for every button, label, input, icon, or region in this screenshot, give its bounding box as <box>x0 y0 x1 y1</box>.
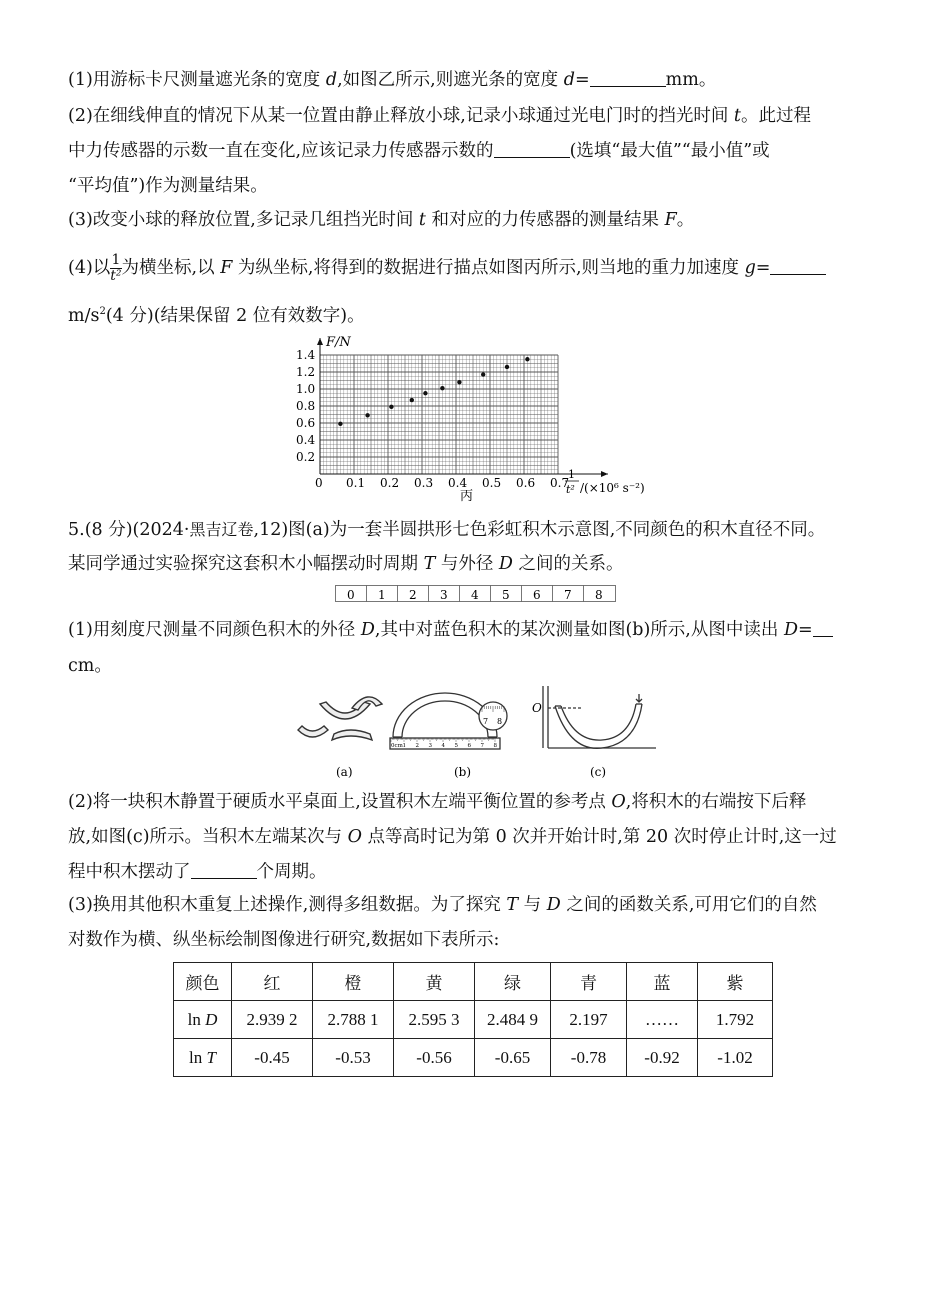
q5-part1-line2 <box>68 654 112 678</box>
fraction-numerator: 1 <box>111 252 121 268</box>
y-tick-label: 0.4 <box>296 433 316 447</box>
data-point <box>481 372 485 376</box>
q5-part2-line2 <box>68 825 837 849</box>
x-tick-label: 0.6 <box>516 476 536 490</box>
text: (4)以 <box>68 258 111 278</box>
y-tick-label: 1.4 <box>296 348 316 362</box>
table-cell: -0.45 <box>232 1039 313 1077</box>
text: 和对应的力传感器的测量结果 <box>425 210 665 230</box>
ruler-number: 7 <box>480 743 484 749</box>
table-cell: -1.02 <box>698 1039 773 1077</box>
data-point <box>389 405 393 409</box>
ruler-number: 2 <box>415 743 419 749</box>
answer-blank[interactable] <box>191 860 257 879</box>
table-cell: -0.78 <box>551 1039 627 1077</box>
text: (2)在细线伸直的情况下从某一位置由静止释放小球,记录小球通过光电门时的挡光时间 <box>68 106 734 126</box>
exam-source: 黑吉辽卷 <box>189 520 254 539</box>
data-point <box>423 391 427 395</box>
ruler-number: 1 <box>378 588 386 602</box>
text: ,如图乙所示,则遮光条的宽度 <box>337 70 564 90</box>
ruler-number: 4 <box>441 743 445 749</box>
text: 之间的关系。 <box>512 554 624 574</box>
table-cell: -0.65 <box>475 1039 551 1077</box>
text: ln <box>187 1009 206 1029</box>
table-row <box>174 1001 773 1039</box>
header-cell: 蓝 <box>627 963 698 1001</box>
header-cell: 橙 <box>313 963 394 1001</box>
var-f: F <box>664 210 677 230</box>
ruler-number: 3 <box>428 743 432 749</box>
data-point <box>525 357 529 361</box>
text: 之间的函数关系,可用它们的自然 <box>560 895 817 915</box>
text: ,将积木的右端按下后释 <box>625 792 807 812</box>
q5-heading-line2 <box>68 552 623 576</box>
fraction-denominator: t² <box>110 268 122 284</box>
y-tick-label: 1.0 <box>296 382 316 396</box>
table-row <box>174 1039 773 1077</box>
zoom-number: 8 <box>497 717 503 726</box>
chart-grid <box>320 355 558 474</box>
text: (1)用游标卡尺测量遮光条的宽度 <box>68 70 326 90</box>
superscript: 2 <box>99 306 106 317</box>
text: (3)改变小球的释放位置,多记录几组挡光时间 <box>68 210 419 230</box>
y-tick-label: 0.8 <box>296 399 316 413</box>
x-tick-label: 0.2 <box>380 476 400 490</box>
ruler-number: 7 <box>564 588 572 602</box>
text: = <box>574 70 590 90</box>
ruler-number: 6 <box>467 743 471 749</box>
label-a: (a) <box>336 765 353 779</box>
figure-a-blocks <box>298 697 382 740</box>
var-t: T <box>423 554 436 574</box>
text: 为纵坐标,将得到的数据进行描点如图丙所示,则当地的重力加速度 <box>232 258 745 278</box>
unit: cm。 <box>68 656 112 676</box>
text: (2)将一块积木静置于硬质水平桌面上,设置积木左端平衡位置的参考点 <box>68 792 612 812</box>
text: 。 <box>676 210 695 230</box>
ruler-number: 0 <box>347 588 355 602</box>
header-cell: 红 <box>232 963 313 1001</box>
q4-part3 <box>68 208 694 232</box>
text: 与外径 <box>435 554 499 574</box>
figure-abc <box>290 682 670 782</box>
row-label <box>174 1039 232 1077</box>
text: ,12)图(a)为一套半圆拱形七色彩虹积木示意图,不同颜色的积木直径不同。 <box>253 520 826 540</box>
text: 放,如图(c)所示。当积木左端某次与 <box>68 827 348 847</box>
answer-blank[interactable] <box>813 618 833 637</box>
var-d: D <box>546 895 561 915</box>
ruler-number: 8 <box>493 743 497 749</box>
table-cell: -0.56 <box>394 1039 475 1077</box>
table-cell: 1.792 <box>698 1001 773 1039</box>
data-point <box>410 398 414 402</box>
text: 对数作为横、纵坐标绘制图像进行研究,数据如下表所示: <box>68 930 500 950</box>
table-cell: 2.595 3 <box>394 1001 475 1039</box>
q4-part4 <box>68 253 826 284</box>
var-o: O <box>347 827 362 847</box>
unit: mm。 <box>665 70 717 90</box>
x-tick-label: 0.3 <box>414 476 434 490</box>
ruler-unit: 0cm <box>391 743 403 749</box>
var-d: D <box>783 620 798 640</box>
q5-part1 <box>68 618 833 642</box>
q4-part2 <box>68 104 811 128</box>
q4-part1 <box>68 68 716 92</box>
text: (4 分)(结果保留 2 位有效数字)。 <box>105 305 365 326</box>
var-t: T <box>206 1047 216 1067</box>
var-d: d <box>563 70 575 90</box>
row-label <box>174 1001 232 1039</box>
text: = <box>755 258 771 278</box>
x-axis-arrow <box>601 471 608 477</box>
text: 。此过程 <box>740 106 811 126</box>
var-d: d <box>325 70 338 90</box>
q5-part2-line3 <box>68 860 327 884</box>
ruler-number: 5 <box>502 588 510 602</box>
var-d: D <box>498 554 513 574</box>
data-point <box>338 422 342 426</box>
table-cell: 2.197 <box>551 1001 627 1039</box>
header-cell: 黄 <box>394 963 475 1001</box>
q5-part2 <box>68 790 806 814</box>
var-f: F <box>220 258 233 278</box>
x-tick-label: 0.1 <box>346 476 366 490</box>
data-point <box>457 380 461 384</box>
text: 个周期。 <box>256 862 327 882</box>
header-cell: 紫 <box>698 963 773 1001</box>
origin-label: 0 <box>315 476 323 490</box>
text: 中力传感器的示数一直在变化,应该记录力传感器示数的 <box>68 141 494 161</box>
y-tick-label: 0.2 <box>296 450 316 464</box>
text: 某同学通过实验探究这套积木小幅摆动时周期 <box>68 554 424 574</box>
y-axis-arrow <box>317 338 323 345</box>
chart-axes <box>317 338 608 477</box>
header-cell: 青 <box>551 963 627 1001</box>
answer-blank[interactable] <box>494 139 570 158</box>
text: (选填“最大值”“最小值”或 <box>569 141 770 161</box>
answer-blank[interactable] <box>590 68 666 87</box>
text: = <box>797 620 813 640</box>
text: 程中积木摆动了 <box>68 862 191 882</box>
table-cell: -0.53 <box>313 1039 394 1077</box>
table-cell: 2.484 9 <box>475 1001 551 1039</box>
ruler-number: 3 <box>440 588 448 602</box>
ruler-number: 5 <box>454 743 458 749</box>
var-t: T <box>506 895 519 915</box>
x-tick-label: 0.7 <box>550 476 570 490</box>
var-d: D <box>360 620 375 640</box>
table-cell: …… <box>627 1001 698 1039</box>
var-d: D <box>205 1009 218 1029</box>
data-point <box>505 365 509 369</box>
ruler-number: 1 <box>402 743 406 749</box>
point-o-label: O <box>532 701 542 715</box>
text: “平均值”)作为测量结果。 <box>68 176 268 196</box>
label-b: (b) <box>454 765 472 779</box>
text: 为横坐标,以 <box>121 258 221 278</box>
ruler-number: 8 <box>595 588 603 602</box>
fraction <box>110 253 121 284</box>
text: ln <box>189 1047 207 1067</box>
y-axis-label: F/N <box>326 335 351 350</box>
table-cell: 2.939 2 <box>232 1001 313 1039</box>
var-t: t <box>418 210 426 230</box>
x-axis-label-numerator: 1 <box>568 468 575 481</box>
text: (3)换用其他积木重复上述操作,测得多组数据。为了探究 <box>68 895 507 915</box>
var-g: g <box>744 258 756 278</box>
text: (1)用刻度尺测量不同颜色积木的外径 <box>68 620 361 640</box>
ruler-number: 2 <box>409 588 417 602</box>
data-point <box>440 386 444 390</box>
chart-points <box>338 357 529 426</box>
table-header-row <box>174 963 773 1001</box>
q5-part3-line2 <box>68 928 499 952</box>
data-point <box>365 413 369 417</box>
chart-f-vs-inv-t2 <box>290 330 660 510</box>
y-tick-label: 0.6 <box>296 416 316 430</box>
x-tick-label: 0.5 <box>482 476 502 490</box>
ruler-strip <box>335 585 617 603</box>
ruler-number: 6 <box>533 588 541 602</box>
label-c: (c) <box>590 765 607 779</box>
answer-blank[interactable] <box>770 256 826 275</box>
q5-heading <box>68 518 825 542</box>
q4-part4-line2 <box>68 300 365 328</box>
data-table <box>173 962 773 1077</box>
table-cell: -0.92 <box>627 1039 698 1077</box>
text: ,其中对蓝色积木的某次测量如图(b)所示,从图中读出 <box>374 620 784 640</box>
table-cell: 2.788 1 <box>313 1001 394 1039</box>
text: 点等高时记为第 0 次并开始计时,第 20 次时停止计时,这一过 <box>361 827 837 847</box>
q5-part3 <box>68 893 817 917</box>
y-tick-label: 1.2 <box>296 365 316 379</box>
text: 与 <box>518 895 547 915</box>
q4-part2-line2 <box>68 139 770 163</box>
var-o: O <box>611 792 626 812</box>
var-t: t <box>733 106 741 126</box>
q4-part2-line3 <box>68 174 268 198</box>
unit: m/s <box>68 305 100 326</box>
header-cell: 绿 <box>475 963 551 1001</box>
text: 5.(8 分)(2024· <box>68 520 190 540</box>
header-cell: 颜色 <box>174 963 232 1001</box>
zoom-number: 7 <box>483 717 489 726</box>
x-axis-label-denominator: t² <box>566 483 575 496</box>
figure-c-swing <box>543 686 656 748</box>
ruler-number: 4 <box>471 588 479 602</box>
x-tick-label: 0.4 <box>448 476 468 490</box>
chart-caption: 丙 <box>460 489 474 504</box>
x-axis-label-unit: /(×10⁶ s⁻²) <box>580 481 645 495</box>
figure-b-arch <box>390 693 507 749</box>
